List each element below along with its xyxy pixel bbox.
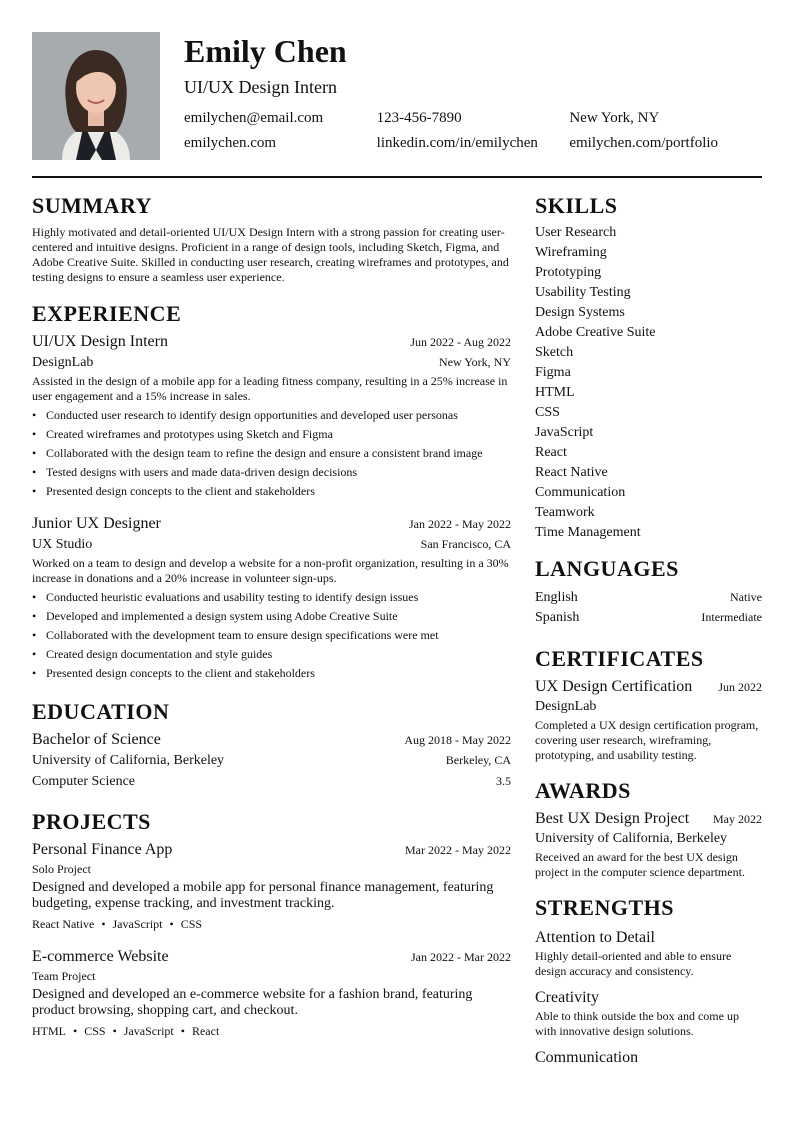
- award-name: Best UX Design Project: [535, 810, 690, 827]
- project-date: Mar 2022 - May 2022: [405, 843, 511, 857]
- language-level: Intermediate: [701, 610, 762, 624]
- section-title: EDUCATION: [32, 699, 170, 724]
- skill-item: User Research: [535, 225, 617, 240]
- job-description: Assisted in the design of a mobile app for a leading fitness company, resulting in a 25% increase in user engagement and a 15% increase in sales.: [32, 374, 508, 403]
- skill-item: React: [535, 445, 567, 460]
- language-level: Native: [730, 590, 762, 604]
- job-description: Worked on a team to design and develop a website for a non-profit organization, resulting in a 30% increase in donations and a 20% increase in volunteer sign-ups.: [32, 556, 509, 585]
- language-name: Spanish: [535, 610, 580, 625]
- header-divider: [32, 176, 762, 178]
- list-item: • Created wireframes and prototypes using Sketch and Figma: [32, 425, 511, 444]
- project-title: Personal Finance App: [32, 841, 173, 858]
- email-link[interactable]: emilychen@email.com: [184, 110, 324, 126]
- project-tags: React Native • JavaScript • CSS: [32, 917, 203, 931]
- list-item: • Created design documentation and style guides: [32, 645, 511, 664]
- list-item: • Developed and implemented a design system using Adobe Creative Suite: [32, 607, 511, 626]
- project-type: Solo Project: [32, 862, 91, 876]
- strength-name: Attention to Detail: [535, 929, 655, 946]
- portfolio-link[interactable]: emilychen.com/portfolio: [569, 135, 719, 151]
- skill-item: Design Systems: [535, 305, 625, 320]
- location: New York, NY: [569, 110, 660, 126]
- strengths-section: [535, 894, 762, 1068]
- contact-info: [184, 108, 762, 158]
- skill-item: Sketch: [535, 345, 574, 360]
- list-item: • Presented design concepts to the client and stakeholders: [32, 482, 511, 501]
- experience-item: [32, 514, 511, 683]
- award-date: May 2022: [713, 812, 762, 826]
- gpa: 3.5: [496, 774, 511, 788]
- right-column: [535, 192, 762, 1068]
- skill-item: Adobe Creative Suite: [535, 325, 656, 340]
- section-title: STRENGTHS: [535, 895, 674, 920]
- strength-item: [535, 1048, 762, 1068]
- award-description: Received an award for the best UX design project in the computer science department.: [535, 850, 745, 879]
- job-date: Jun 2022 - Aug 2022: [410, 335, 511, 349]
- contact-row: [184, 108, 762, 133]
- contact-row: [184, 133, 762, 158]
- summary-section: [32, 192, 511, 285]
- strength-description: Able to think outside the box and come up with innovative design solutions.: [535, 1009, 739, 1038]
- skill-item: JavaScript: [535, 425, 594, 440]
- strength-name: Communication: [535, 1049, 639, 1066]
- project-description: Designed and developed an e-commerce website for a fashion brand, featuring product browsing, shopping cart, and checkout.: [32, 987, 473, 1018]
- strength-description: Highly detail-oriented and able to ensure design accuracy and consistency.: [535, 949, 732, 978]
- profile-photo: [32, 32, 160, 160]
- list-item: • Conducted heuristic evaluations and usability testing to identify design issues: [32, 588, 511, 607]
- skills-list: [535, 223, 762, 543]
- job-title: Junior UX Designer: [32, 515, 161, 532]
- strength-item: [535, 988, 762, 1039]
- list-item: • Presented design concepts to the client and stakeholders: [32, 664, 511, 683]
- list-item: • Collaborated with the development team to ensure design specifications were met: [32, 626, 511, 645]
- tag: JavaScript: [112, 917, 163, 931]
- section-title: SKILLS: [535, 193, 618, 218]
- candidate-role: UI/UX Design Intern: [184, 77, 337, 97]
- list-item: • Collaborated with the design team to refine the design and ensure a consistent brand image: [32, 444, 511, 463]
- awards-section: [535, 777, 762, 880]
- language-row: [535, 587, 762, 607]
- left-column: [32, 192, 511, 1040]
- skill-item: HTML: [535, 385, 575, 400]
- skill-item: CSS: [535, 405, 560, 420]
- certificate-description: Completed a UX design certification program, covering user research, wireframing, prototyping, and usability testing.: [535, 718, 759, 762]
- tag: CSS: [84, 1024, 106, 1038]
- tag: React Native: [32, 917, 95, 931]
- tag: JavaScript: [123, 1024, 174, 1038]
- job-bullets: [32, 406, 511, 501]
- resume-header: [32, 32, 762, 160]
- section-title: LANGUAGES: [535, 556, 679, 581]
- tag: HTML: [32, 1024, 66, 1038]
- job-date: Jan 2022 - May 2022: [409, 517, 511, 531]
- language-row: [535, 607, 762, 627]
- candidate-name: Emily Chen: [184, 33, 347, 69]
- projects-section: [32, 808, 511, 1040]
- skill-item: Time Management: [535, 525, 641, 540]
- skill-item: Figma: [535, 365, 571, 380]
- list-item: • Conducted user research to identify design opportunities and developed user personas: [32, 406, 511, 425]
- experience-section: [32, 300, 511, 683]
- skill-item: Wireframing: [535, 245, 607, 260]
- skills-section: [535, 192, 762, 543]
- languages-section: [535, 555, 762, 627]
- skill-item: Teamwork: [535, 505, 595, 520]
- certificates-section: [535, 645, 762, 763]
- phone-number[interactable]: 123-456-7890: [376, 110, 462, 126]
- project-description: Designed and developed a mobile app for personal finance management, featuring budgeting, expense tracking, and investment tracking.: [32, 880, 494, 911]
- major: Computer Science: [32, 774, 136, 789]
- project-item: [32, 840, 511, 933]
- strength-name: Creativity: [535, 989, 599, 1006]
- award-issuer: University of California, Berkeley: [535, 831, 728, 846]
- certificate-name: UX Design Certification: [535, 678, 693, 695]
- job-location: San Francisco, CA: [420, 537, 511, 551]
- project-item: [32, 947, 511, 1040]
- linkedin-link[interactable]: linkedin.com/in/emilychen: [376, 135, 538, 151]
- job-location: New York, NY: [438, 355, 511, 369]
- school-name: University of California, Berkeley: [32, 753, 225, 768]
- section-title: AWARDS: [535, 778, 631, 803]
- section-title: CERTIFICATES: [535, 646, 704, 671]
- profile-photo-illustration: [32, 32, 160, 160]
- skill-item: Prototyping: [535, 265, 602, 280]
- section-title: PROJECTS: [32, 809, 151, 834]
- education-section: [32, 698, 511, 792]
- project-title: E-commerce Website: [32, 948, 169, 965]
- school-location: Berkeley, CA: [445, 753, 511, 767]
- skill-item: Communication: [535, 485, 626, 500]
- degree-name: Bachelor of Science: [32, 731, 161, 748]
- section-title: SUMMARY: [32, 193, 153, 218]
- tag: React: [191, 1024, 220, 1038]
- project-date: Jan 2022 - Mar 2022: [411, 950, 511, 964]
- job-bullets: [32, 588, 511, 683]
- certificate-date: Jun 2022: [718, 680, 762, 694]
- summary-text: Highly motivated and detail-oriented UI/UX Design Intern with a strong passion for creating user-centered and intuitive designs. Proficient in a range of design tools, including Sketch, Figma, and Adobe Creative Suite. Skilled in conducting user research, creating wireframes and prototypes, and testing designs to ensure a seamless user experience.: [32, 225, 509, 284]
- certificate-issuer: DesignLab: [535, 699, 597, 714]
- company-name: DesignLab: [32, 355, 94, 370]
- language-name: English: [535, 590, 578, 605]
- website-link[interactable]: emilychen.com: [184, 135, 277, 151]
- project-tags: HTML • CSS • JavaScript • React: [32, 1024, 220, 1038]
- skill-item: React Native: [535, 465, 608, 480]
- skill-item: Usability Testing: [535, 285, 631, 300]
- strength-item: [535, 928, 762, 979]
- education-date: Aug 2018 - May 2022: [404, 733, 511, 747]
- company-name: UX Studio: [32, 537, 93, 552]
- job-title: UI/UX Design Intern: [32, 333, 168, 350]
- project-type: Team Project: [32, 969, 96, 983]
- experience-item: [32, 332, 511, 501]
- section-title: EXPERIENCE: [32, 301, 182, 326]
- list-item: • Tested designs with users and made data-driven design decisions: [32, 463, 511, 482]
- tag: CSS: [180, 917, 203, 931]
